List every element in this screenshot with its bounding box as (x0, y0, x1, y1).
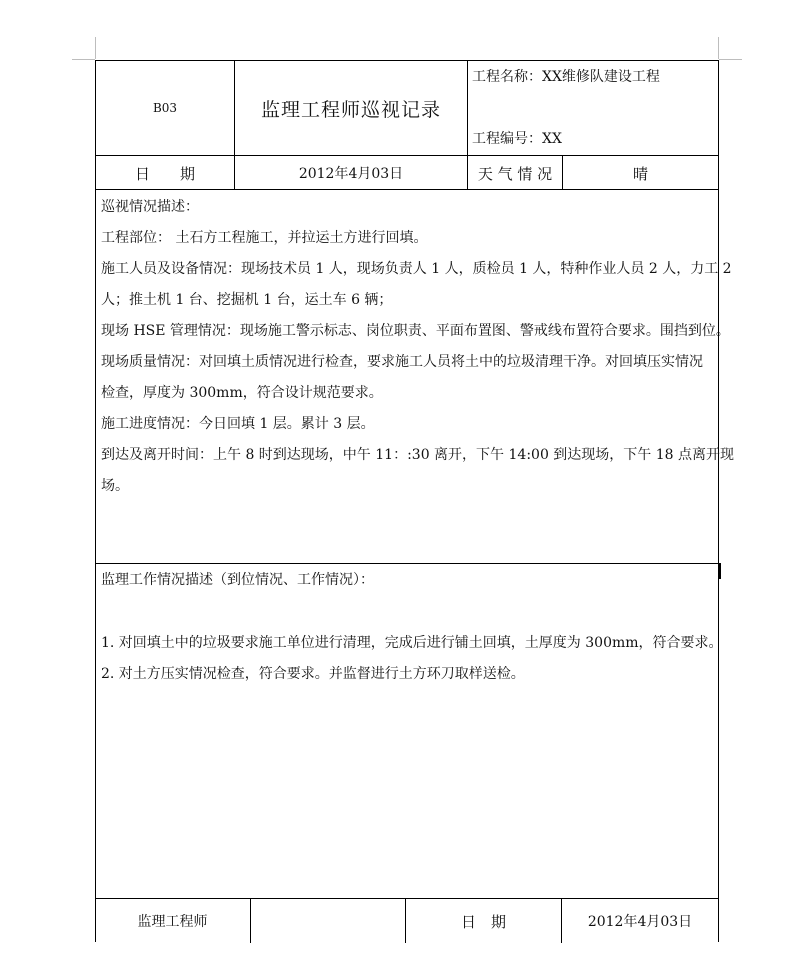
row-divider (95, 563, 719, 564)
form-title-text: 监理工程师巡视记录 (260, 98, 441, 121)
footer-date-value (562, 899, 718, 943)
engineer-label-text: 监理工程师 (137, 914, 208, 930)
inspection-line: 场。 (101, 478, 129, 494)
weather-value (563, 156, 718, 190)
inspection-line: 到达及离开时间：上午 8 时到达现场，中午 11：:30 离开，下午 14:00 到达现场，下午 18 点离开现 (101, 447, 735, 463)
inspection-line: 检查，厚度为 300mm，符合设计规范要求。 (101, 385, 383, 401)
weather-label (467, 156, 563, 190)
inspection-line: 现场质量情况：对回填土质情况进行检查，要求施工人员将土中的垃圾清理干净。对回填压实情况 (101, 354, 703, 370)
footer-date-label (406, 899, 561, 943)
page-corner-mark (72, 59, 95, 60)
supervision-item: 2. 对土方压实情况检查，符合要求。并监督进行土方环刀取样送检。 (101, 666, 525, 682)
date-value (235, 156, 467, 190)
inspection-line: 施工进度情况：今日回填 1 层。累计 3 层。 (101, 416, 375, 432)
footer-date-value-text: 2012年4月03日 (587, 914, 693, 930)
form-code-text: B03 (152, 101, 178, 115)
project-number: 工程编号：XX (472, 131, 562, 147)
supervision-heading: 监理工作情况描述（到位情况、工作情况）： (101, 572, 374, 588)
weather-label-text: 天 气 情 况 (477, 164, 553, 183)
table-border-right (718, 60, 719, 942)
supervision-item: 1. 对回填土中的垃圾要求施工单位进行清理，完成后进行铺土回填，土厚度为 300mm，符合要求。 (101, 635, 723, 651)
form-title (235, 60, 467, 156)
date-value-text: 2012年4月03日 (298, 166, 404, 182)
inspection-heading: 巡视情况描述： (101, 199, 199, 215)
date-label-text: 日 期 (134, 164, 195, 183)
page-corner-mark (718, 37, 719, 59)
table-border-left (95, 60, 96, 942)
date-label (95, 156, 235, 190)
inspection-line: 工程部位： 土石方工程施工，并拉运土方进行回填。 (101, 230, 428, 246)
page-corner-mark (95, 37, 96, 59)
inspection-line: 人；推土机 1 台、挖掘机 1 台，运土车 6 辆； (101, 292, 393, 308)
engineer-label (95, 899, 250, 943)
footer-date-label-text: 日 期 (460, 912, 506, 931)
project-name: 工程名称：XX维修队建设工程 (472, 69, 660, 85)
inspection-line: 施工人员及设备情况：现场技术员 1 人，现场负责人 1 人，质检员 1 人，特种作业人员 2 人，力工 2 (101, 261, 732, 277)
page-corner-mark (719, 59, 742, 60)
inspection-line: 现场 HSE 管理情况：现场施工警示标志、岗位职责、平面布置图、警戒线布置符合要求。围挡到位。 (101, 323, 730, 339)
weather-value-text: 晴 (632, 164, 648, 183)
form-code (95, 60, 235, 156)
engineer-signature[interactable] (251, 899, 405, 943)
text-cursor-mark (718, 563, 721, 579)
inspection-record-form (95, 60, 735, 960)
